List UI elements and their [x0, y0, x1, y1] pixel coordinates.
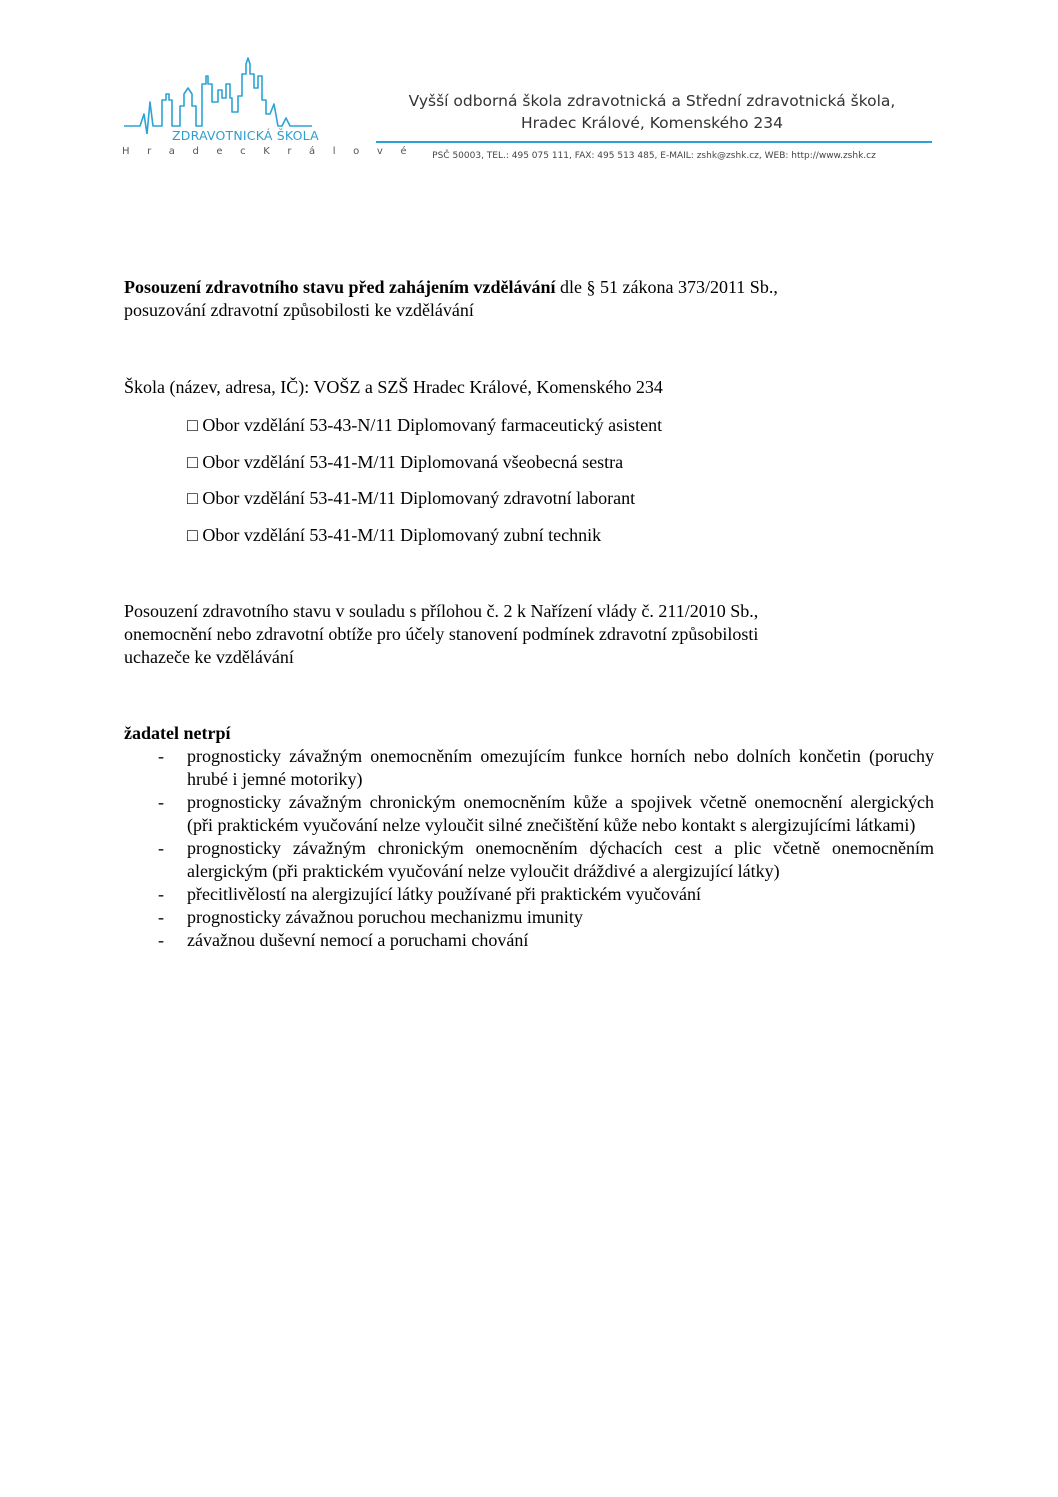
field-option[interactable]: □ Obor vzdělání 53-41-M/11 Diplomovaný zdravotní laborant — [187, 488, 636, 508]
field-option[interactable]: □ Obor vzdělání 53-41-M/11 Diplomovaná všeobecná sestra — [187, 452, 624, 472]
conditions-heading: žadatel netrpí — [124, 723, 231, 743]
list-item — [124, 745, 934, 791]
logo-city: H r a d e c K r á l o v é — [122, 146, 414, 157]
decree-paragraph — [124, 600, 934, 669]
list-dash: - — [158, 746, 164, 766]
title-line2: posuzování zdravotní způsobilosti ke vzdělávání — [124, 300, 474, 320]
header-divider — [376, 141, 932, 143]
list-item — [124, 929, 934, 952]
list-item — [124, 883, 934, 906]
title-rest: dle § 51 zákona 373/2011 Sb., — [555, 277, 778, 297]
list-dash: - — [158, 792, 164, 812]
school-info-line: Škola (název, adresa, IČ): VOŠZ a SZŠ Hradec Králové, Komenského 234 — [124, 377, 663, 397]
school-name-line2: Hradec Králové, Komenského 234 — [521, 114, 783, 132]
list-dash: - — [158, 838, 164, 858]
logo-wordmark: ZDRAVOTNICKÁ ŠKOLA — [172, 128, 319, 143]
list-item-text: závažnou duševní nemocí a poruchami chování — [187, 930, 529, 950]
decree-line1: Posouzení zdravotního stavu v souladu s přílohou č. 2 k Nařízení vlády č. 211/2010 Sb., — [124, 601, 759, 621]
list-dash: - — [158, 884, 164, 904]
list-dash: - — [158, 907, 164, 927]
list-item-text: prognosticky závažnou poruchou mechanizmu imunity — [187, 907, 583, 927]
conditions-list — [124, 745, 934, 952]
school-logo — [122, 54, 414, 162]
skyline-heartbeat-graphic — [122, 54, 314, 134]
list-item — [124, 837, 934, 883]
list-item-text: prognosticky závažným onemocněním omezujícím funkce horních nebo dolních končetin (poruchy hrubé i jemné motoriky) — [187, 746, 934, 789]
decree-line2: onemocnění nebo zdravotní obtíže pro účely stanovení podmínek zdravotní způsobilosti — [124, 624, 759, 644]
field-option[interactable]: □ Obor vzdělání 53-43-N/11 Diplomovaný farmaceutický asistent — [187, 415, 663, 435]
list-item-text: přecitlivělostí na alergizující látky používané při praktickém vyučování — [187, 884, 701, 904]
document-title — [124, 276, 934, 322]
list-item — [124, 791, 934, 837]
list-item — [124, 906, 934, 929]
school-name-line1: Vyšší odborná škola zdravotnická a Střední zdravotnická škola, — [408, 92, 896, 110]
school-name — [372, 90, 932, 134]
title-bold: Posouzení zdravotního stavu před zahájením vzdělávání — [124, 277, 556, 297]
list-dash: - — [158, 930, 164, 950]
list-item-text: prognosticky závažným chronickým onemocněním kůže a spojivek včetně onemocnění alergických (při praktickém vyučování nelze vyloučit silné znečištění kůže nebo kontakt s alergizujícími látkami) — [187, 792, 934, 835]
field-option[interactable]: □ Obor vzdělání 53-41-M/11 Diplomovaný zubní technik — [187, 525, 602, 545]
contact-line: PSČ 50003, TEL.: 495 075 111, FAX: 495 513 485, E-MAIL: zshk@zshk.cz, WEB: http://www.zshk.cz — [432, 151, 876, 161]
decree-line3: uchazeče ke vzdělávání — [124, 647, 294, 667]
list-item-text: prognosticky závažným chronickým onemocněním dýchacích cest a plic včetně onemocněním alergickým (při praktickém vyučování nelze vyloučit dráždivé a alergizující látky) — [187, 838, 934, 881]
